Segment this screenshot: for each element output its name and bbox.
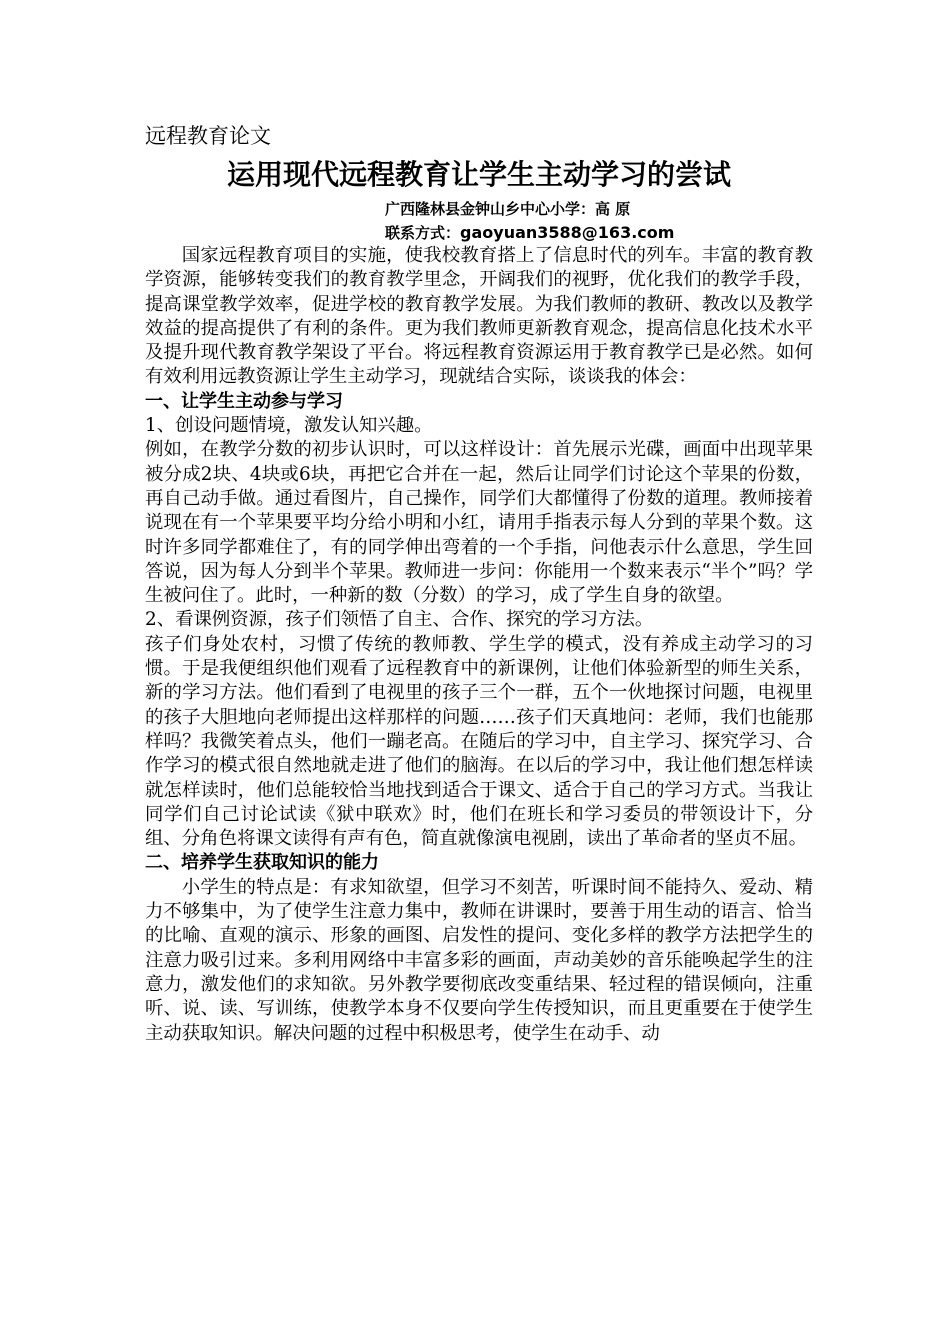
contact-label: 联系方式： xyxy=(385,224,461,242)
section1-subheading-2: 2、看课例资源，孩子们领悟了自主、合作、探究的学习方法。 xyxy=(145,609,654,631)
intro-paragraph: 国家远程教育项目的实施，使我校教育搭上了信息时代的列车。丰富的教育教学资源，能够转变我们的教育教学里念，开阔我们的视野，优化我们的教学手段，提高课堂教学效率，促进学校的教育教学发展。为我们教师的教研、教改以及教学效益的提高提供了有利的条件。更为我们教师更新教育观念，提高信息化技术水平及提升现代教育教学架设了平台。将远程教育资源运用于教育教学已是必然。如何有效利用远教资源让学生主动学习，现就结合实际，谈谈我的体会： xyxy=(145,245,813,388)
document-page xyxy=(145,120,813,1046)
section1-heading: 一、让学生主动参与学习 xyxy=(145,390,343,412)
contact-line xyxy=(145,221,813,244)
section1-paragraph-1: 例如，在教学分数的初步认识时，可以这样设计：首先展示光碟，画面中出现苹果被分成2块、4块或6块，再把它合并在一起，然后让同学们讨论这个苹果的份数，再自己动手做。通过看图片，自己操作，同学们大都懂得了份数的道理。教师接着说现在有一个苹果要平均分给小明和小红，请用手指表示每人分到的苹果个数。这时许多同学都难住了，有的同学伸出弯着的一个手指，问他表示什么意思，学生回答说，因为每人分到半个苹果。教师进一步问：你能用一个数来表示“半个”吗？学生被问住了。此时，一种新的数（分数）的学习，成了学生自身的欲望。 xyxy=(145,439,813,607)
document-title: 运用现代远程教育让学生主动学习的尝试 xyxy=(226,158,731,191)
section2-heading: 二、培养学生获取知识的能力 xyxy=(145,852,379,874)
section2-paragraph-1: 小学生的特点是：有求知欲望，但学习不刻苦，听课时间不能持久、爱动、精力不够集中，为了使学生注意力集中，教师在讲课时，要善于用生动的语言、恰当的比喻、直观的演示、形象的画图、启发性的提问、变化多样的教学方法把学生的注意力吸引过来。多利用网络中丰富多彩的画面，声动美妙的音乐能唤起学生的注意力，激发他们的求知欲。另外教学要彻底改变重结果、轻过程的错误倾向，注重听、说、读、写训练，使教学本身不仅要向学生传授知识，而且更重要在于使学生主动获取知识。解决问题的过程中积极思考，使学生在动手、动 xyxy=(145,876,813,1044)
author-line: 广西隆林县金钟山乡中心小学：高 原 xyxy=(385,200,631,218)
section1-subheading-1: 1、创设问题情境，激发认知兴趣。 xyxy=(145,415,433,437)
document-category: 远程教育论文 xyxy=(145,124,271,148)
contact-email: gaoyuan3588@163.com xyxy=(460,223,675,242)
section1-paragraph-2: 孩子们身处农村，习惯了传统的教师教、学生学的模式，没有养成主动学习的习惯。于是我便组织他们观看了远程教育中的新课例，让他们体验新型的师生关系，新的学习方法。他们看到了电视里的孩子三个一群，五个一伙地探讨问题，电视里的孩子大胆地向老师提出这样那样的问题……孩子们天真地问：老师，我们也能那样吗？我微笑着点头，他们一蹦老高。在随后的学习中，自主学习、探究学习、合作学习的模式很自然地就走进了他们的脑海。在以后的学习中，我让他们想怎样读就怎样读时，他们总能较恰当地找到适合于课文、适合于自己的学习方式。当我让同学们自己讨论试读《狱中联欢》时，他们在班长和学习委员的带领设计下，分组、分角色将课文读得有声有色，简直就像演电视剧，读出了革命者的坚贞不屈。 xyxy=(145,633,813,850)
